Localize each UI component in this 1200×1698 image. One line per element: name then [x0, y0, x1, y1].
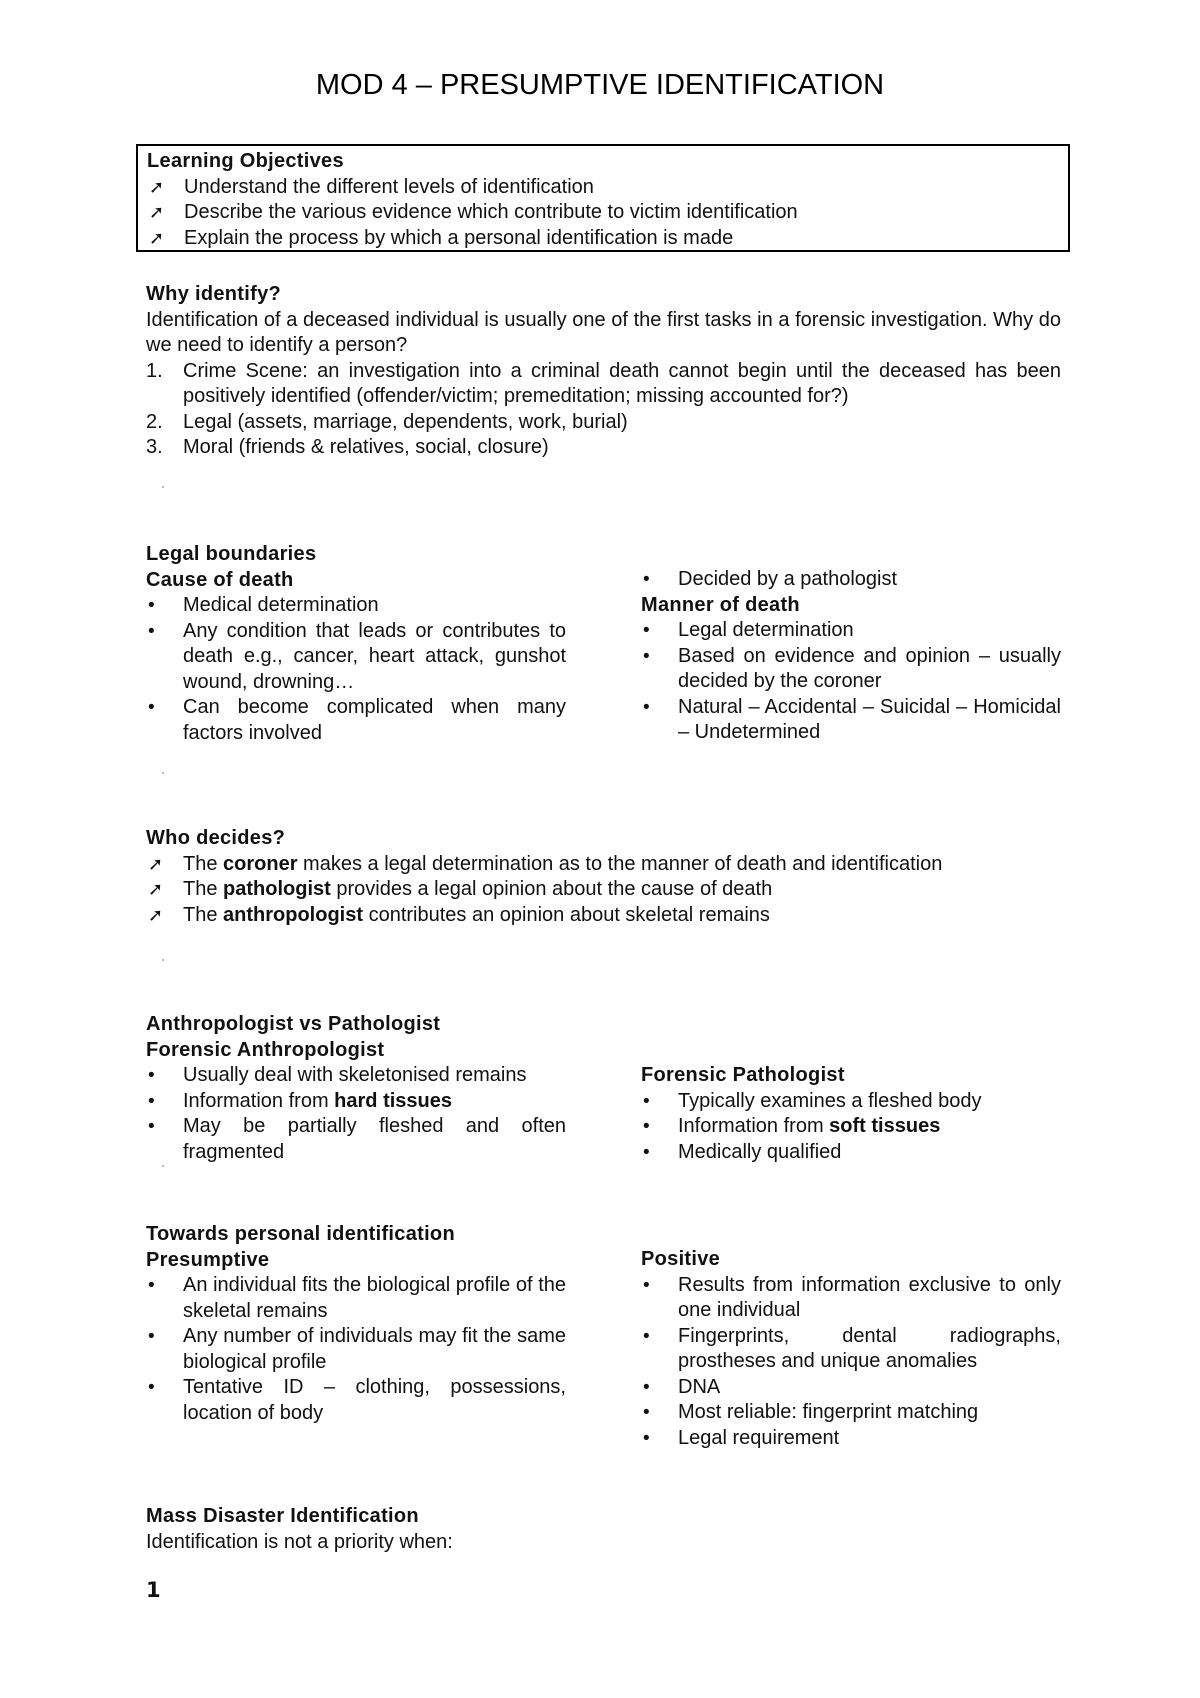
emphasis-text: pathologist: [223, 878, 331, 900]
bullet-icon: •: [643, 1116, 650, 1137]
list-number: 1.: [146, 359, 163, 382]
list-item-text: Crime Scene: an investigation into a criminal death cannot begin until the deceased has been positively identified (offender/victim; premeditation; missing accounted for?): [183, 359, 1061, 407]
list-item: [147, 226, 1058, 252]
why-intro: Identification of a deceased individual is usually one of the first tasks in a forensic investigation. Why do we need to identify a person?: [146, 308, 1061, 356]
stray-mark: [162, 486, 164, 488]
list-item: [641, 695, 1061, 746]
bullet-icon: •: [148, 1326, 155, 1347]
list-item-text: Most reliable: fingerprint matching: [678, 1401, 979, 1423]
bullet-icon: •: [643, 569, 650, 590]
list-item-text: Moral (friends & relatives, social, closure): [183, 436, 549, 458]
bullet-icon: •: [643, 645, 650, 667]
list-item: [641, 1400, 1061, 1426]
who-list: [146, 852, 1061, 929]
list-item-text: Information from: [183, 1089, 335, 1112]
manner-list: [641, 618, 1061, 746]
bullet-icon: •: [643, 1090, 650, 1112]
list-item-text: Natural – Accidental – Suicidal – Homicidal – Undetermined: [678, 695, 1061, 743]
anthro-left-column: [146, 1012, 566, 1165]
list-item: [641, 1140, 1061, 1166]
list-item: [641, 567, 1061, 593]
arrow-bullet-icon: ➚: [149, 202, 165, 222]
positive-heading: Positive: [641, 1248, 721, 1270]
list-item-text: Describe the various evidence which contribute to victim identification: [184, 201, 798, 223]
list-item: [641, 1114, 1061, 1140]
list-item: [641, 1089, 1061, 1115]
bullet-icon: •: [643, 696, 650, 718]
page-number: 1: [146, 1578, 161, 1602]
list-item-text: Results from information exclusive to only one individual: [678, 1273, 1061, 1321]
mass-heading: Mass Disaster Identification: [146, 1505, 419, 1527]
arrow-bullet-icon: ➚: [149, 176, 165, 197]
list-item-text: Decided by a pathologist: [678, 568, 898, 590]
list-item: [146, 593, 566, 619]
emphasis-text: anthropologist: [223, 903, 364, 926]
list-item: [146, 903, 1061, 929]
list-item-text: Legal requirement: [678, 1426, 840, 1449]
list-item: [146, 1324, 566, 1375]
list-item: [146, 410, 1061, 436]
list-item-text: The: [183, 878, 224, 900]
cause-heading: Cause of death: [146, 568, 294, 591]
list-item-text: Based on evidence and opinion – usually decided by the coroner: [678, 644, 1061, 692]
list-item-text: Usually deal with skeletonised remains: [183, 1064, 527, 1086]
list-item: [641, 1324, 1061, 1375]
stray-mark: [162, 1165, 164, 1167]
list-number: 3.: [146, 436, 163, 458]
list-item-text: May be partially fleshed and often fragmented: [183, 1115, 566, 1163]
anthro-heading: Anthropologist vs Pathologist: [146, 1013, 441, 1035]
list-item-text: makes a legal determination as to the manner of death and identification: [297, 852, 943, 875]
list-item: [146, 852, 1061, 878]
list-item-text: Any condition that leads or contributes to death e.g., cancer, heart attack, gunshot wound, drowning…: [183, 619, 566, 693]
who-heading: Who decides?: [146, 827, 286, 849]
list-item: [146, 877, 1061, 903]
bullet-icon: •: [643, 1141, 650, 1163]
stray-mark: [162, 772, 164, 774]
emphasis-text: hard tissues: [334, 1089, 452, 1112]
bullet-icon: •: [643, 1427, 650, 1449]
manner-heading: Manner of death: [641, 593, 800, 616]
list-item-text: An individual fits the biological profile of the skeletal remains: [183, 1274, 566, 1322]
list-item-text: Explain the process by which a personal identification is made: [184, 226, 734, 249]
list-item: [146, 435, 1061, 461]
list-item-text: Tentative ID – clothing, possessions, location of body: [183, 1376, 566, 1424]
list-item: [146, 1375, 566, 1426]
bullet-icon: •: [148, 697, 155, 718]
list-item-text: The: [183, 852, 224, 875]
list-item: [641, 1375, 1061, 1401]
list-item: [641, 618, 1061, 644]
bullet-icon: •: [148, 595, 155, 616]
presumptive-heading: Presumptive: [146, 1248, 270, 1271]
cause-list: [146, 593, 566, 746]
bullet-icon: •: [643, 1325, 650, 1347]
list-item-text: Fingerprints, dental radiographs, prostheses and unique anomalies: [678, 1324, 1061, 1372]
emphasis-text: coroner: [223, 852, 298, 875]
anthro-right-column: [641, 1063, 1061, 1165]
bullet-icon: •: [148, 1065, 155, 1086]
list-item: [146, 619, 566, 696]
positive-list: [641, 1273, 1061, 1452]
bullet-icon: •: [148, 1377, 155, 1398]
why-list: [146, 359, 1061, 461]
arrow-bullet-icon: ➚: [148, 853, 164, 874]
cause-extra-list: [641, 567, 1061, 593]
list-item-text: Legal (assets, marriage, dependents, work, burial): [183, 410, 628, 433]
who-decides-section: [146, 826, 1061, 928]
legal-left-column: [146, 542, 566, 746]
list-item-text: Any number of individuals may fit the same biological profile: [183, 1325, 566, 1373]
list-item: [146, 1063, 566, 1089]
bullet-icon: •: [643, 620, 650, 641]
bullet-icon: •: [643, 1376, 650, 1398]
arrow-bullet-icon: ➚: [149, 227, 165, 248]
learning-objectives-box: [136, 144, 1070, 252]
list-item: [146, 1089, 566, 1115]
arrow-bullet-icon: ➚: [148, 904, 164, 925]
stray-mark: [162, 959, 164, 961]
list-item: [146, 1114, 566, 1165]
arrow-bullet-icon: ➚: [148, 879, 164, 899]
bullet-icon: •: [148, 620, 155, 642]
bullet-icon: •: [148, 1090, 155, 1112]
emphasis-text: soft tissues: [829, 1115, 941, 1137]
bullet-icon: •: [643, 1402, 650, 1423]
bullet-icon: •: [148, 1275, 155, 1296]
list-item: [641, 644, 1061, 695]
list-item-text: Typically examines a fleshed body: [678, 1089, 982, 1112]
mass-text: Identification is not a priority when:: [146, 1530, 453, 1553]
list-item: [641, 1273, 1061, 1324]
legal-right-column: [641, 567, 1061, 746]
bullet-icon: •: [643, 1274, 650, 1296]
towards-heading: Towards personal identification: [146, 1223, 455, 1245]
objectives-heading: Learning Objectives: [147, 150, 344, 172]
list-item: [146, 359, 1061, 410]
towards-left-column: [146, 1222, 566, 1426]
list-item: [147, 175, 1058, 201]
list-item-text: contributes an opinion about skeletal remains: [363, 903, 770, 926]
pathologist-heading: Forensic Pathologist: [641, 1064, 845, 1086]
list-item-text: DNA: [678, 1375, 721, 1398]
list-item-text: Legal determination: [678, 619, 854, 641]
list-item-text: Medically qualified: [678, 1140, 842, 1163]
pathologist-list: [641, 1089, 1061, 1166]
towards-right-column: [641, 1247, 1061, 1451]
legal-heading: Legal boundaries: [146, 543, 317, 565]
list-item: [641, 1426, 1061, 1452]
list-item: [146, 695, 566, 746]
list-item-text: Information from: [678, 1115, 830, 1137]
mass-disaster-section: [146, 1504, 1061, 1555]
list-number: 2.: [146, 410, 163, 433]
list-item: [146, 1273, 566, 1324]
list-item-text: Can become complicated when many factors involved: [183, 696, 566, 744]
page-title: MOD 4 – PRESUMPTIVE IDENTIFICATION: [315, 69, 885, 101]
list-item: [147, 200, 1058, 226]
objectives-list: [147, 175, 1058, 252]
why-heading: Why identify?: [146, 283, 282, 305]
list-item-text: provides a legal opinion about the cause of death: [330, 878, 773, 900]
list-item-text: Medical determination: [183, 594, 379, 616]
why-identify-section: [146, 282, 1061, 461]
anthropologist-list: [146, 1063, 566, 1165]
list-item-text: Understand the different levels of identification: [184, 175, 594, 198]
presumptive-list: [146, 1273, 566, 1426]
anthropologist-heading: Forensic Anthropologist: [146, 1038, 385, 1061]
list-item-text: The: [183, 903, 224, 926]
bullet-icon: •: [148, 1116, 155, 1137]
